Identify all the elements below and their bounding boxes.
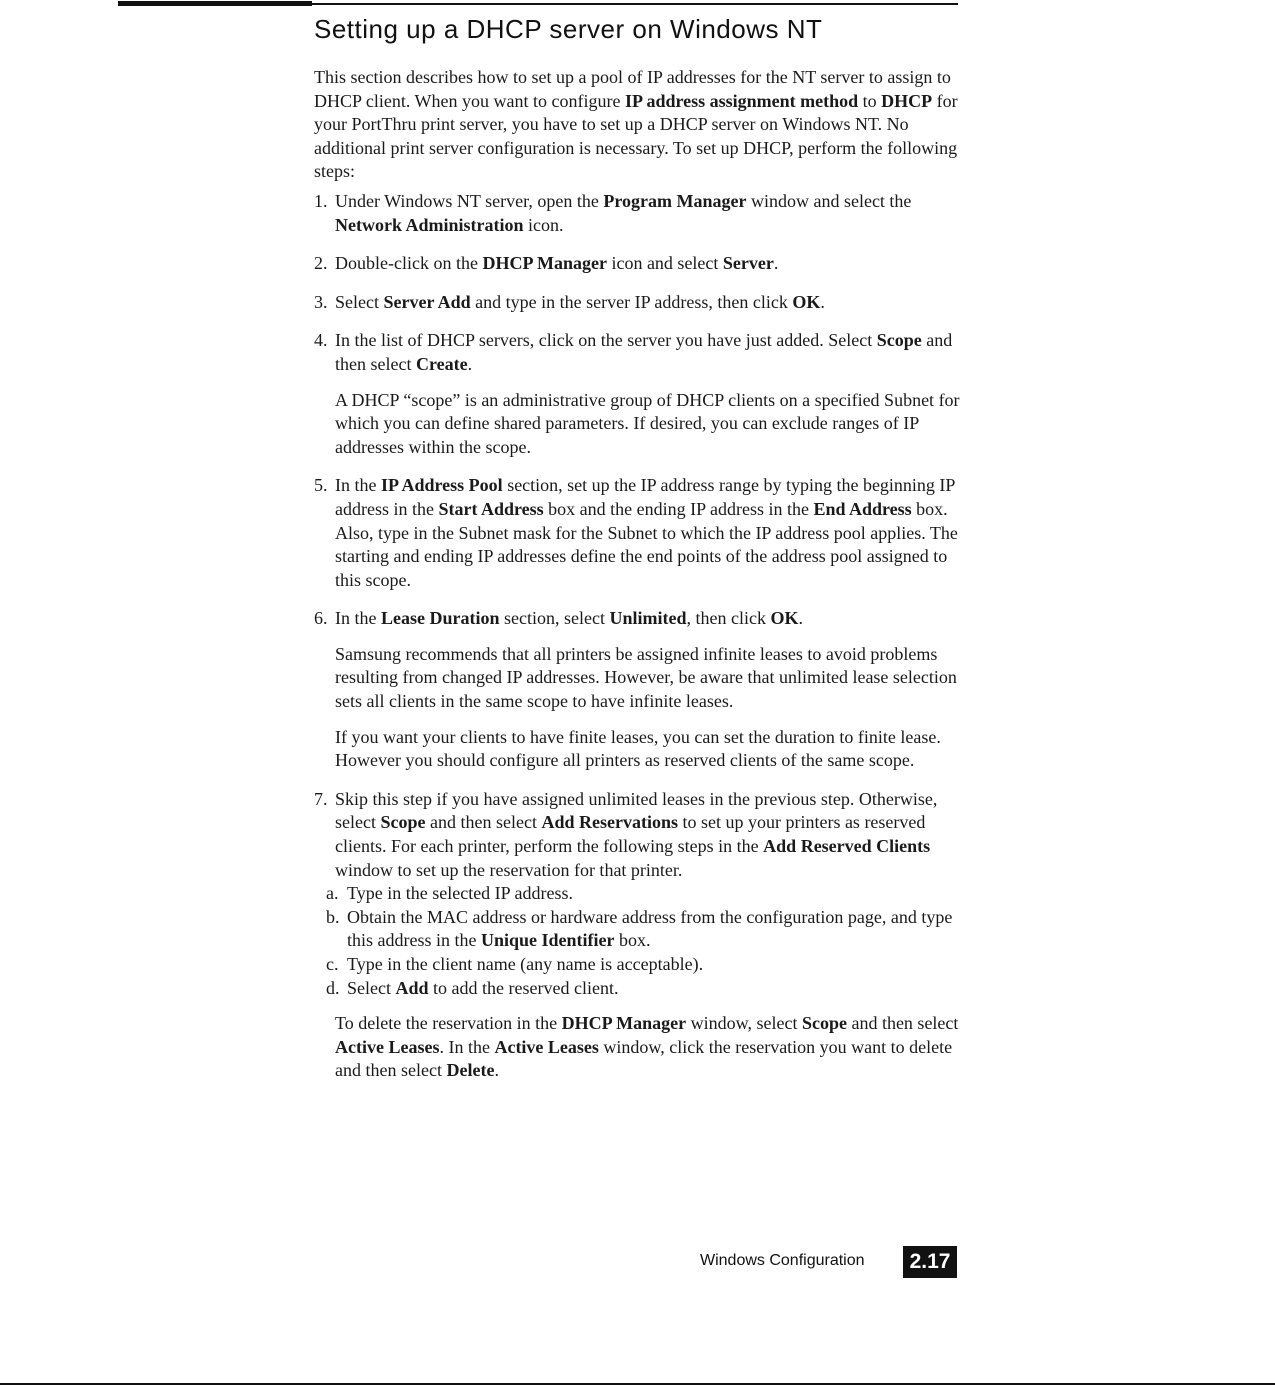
step-closing-note: To delete the reservation in the DHCP Manager window, select Scope and then select Active Leases. In the Active Leases window, click the reservation you want to delete and then select Delete. xyxy=(335,1013,959,1081)
step-text: In the IP Address Pool section, set up the IP address range by typing the beginning IP address in the Start Address box and the ending IP address in the End Address box. Also, type in the Subnet mask for the Subnet to which the IP address pool applies. The starting and ending IP addresses define the end points of the address pool assigned to this scope. xyxy=(335,475,958,590)
bottom-rule xyxy=(0,1383,1275,1385)
intro-paragraph: This section describes how to set up a pool of IP addresses for the NT server to assign to DHCP client. When you want to configure IP address assignment method to DHCP for your PortThru print server, you have to set up a DHCP server on Windows NT. No additional print server configuration is necessary. To set up DHCP, perform the following steps: xyxy=(314,67,958,182)
step-number: 5. xyxy=(314,475,328,496)
step-text: Under Windows NT server, open the Program Manager window and select the Network Administration icon. xyxy=(335,190,912,235)
sub-step-letter: d. xyxy=(326,977,340,998)
step-2 xyxy=(314,252,962,276)
sub-step-d xyxy=(326,977,962,1001)
step-number: 2. xyxy=(314,253,328,274)
step-6 xyxy=(314,607,962,773)
step-text: Select Server Add and type in the server IP address, then click OK. xyxy=(335,291,825,312)
page-number-badge: 2.17 xyxy=(903,1246,957,1278)
sub-step-b xyxy=(326,906,962,953)
sub-step-text: Obtain the MAC address or hardware address from the configuration page, and type this address in the Unique Identifier box. xyxy=(347,906,953,951)
step-note: Samsung recommends that all printers be assigned infinite leases to avoid problems resulting from changed IP addresses. However, be aware that unlimited lease selection sets all clients in the same scope to have infinite leases. xyxy=(335,643,957,712)
step-5 xyxy=(314,474,962,592)
step-number: 3. xyxy=(314,291,328,312)
sub-step-letter: c. xyxy=(326,954,339,974)
page-title: Setting up a DHCP server on Windows NT xyxy=(314,14,823,44)
step-note: If you want your clients to have finite leases, you can set the duration to finite lease. xyxy=(335,726,941,747)
step-4 xyxy=(314,329,962,459)
sub-step-list xyxy=(326,882,962,1000)
step-3 xyxy=(314,291,962,315)
sub-step-text: Type in the selected IP address. xyxy=(347,883,574,904)
step-text: In the Lease Duration section, select Unlimited, then click OK. xyxy=(335,608,803,629)
sub-step-text: Type in the client name (any name is acceptable). xyxy=(347,954,704,974)
step-7 xyxy=(314,788,962,1083)
sub-step-text: Select Add to add the reserved client. xyxy=(347,977,619,998)
document-body xyxy=(314,66,962,1098)
step-text: Skip this step if you have assigned unlimited leases in the previous step. Otherwise, select Scope and then select Add Reservations to set up your printers as reserved clients. For each printer, perform the following steps in the Add Reserved Clients window to set up the reservation for that printer. xyxy=(335,788,938,880)
step-text: In the list of DHCP servers, click on the server you have just added. Select Scope and then select Create. xyxy=(335,330,953,374)
step-number: 1. xyxy=(314,190,328,211)
sub-step-c xyxy=(326,953,962,977)
step-1 xyxy=(314,190,962,237)
step-number: 7. xyxy=(314,788,328,809)
sub-step-letter: b. xyxy=(326,906,340,927)
step-text: Double-click on the DHCP Manager icon and select Server. xyxy=(335,253,779,274)
sub-step-a xyxy=(326,882,962,906)
step-note: However you should configure all printers as reserved clients of the same scope. xyxy=(335,750,915,771)
step-number: 6. xyxy=(314,608,328,629)
footer-section-title: Windows Configuration xyxy=(700,1252,865,1269)
step-note: A DHCP “scope” is an administrative group of DHCP clients on a specified Subnet for which you can define shared parameters. If desired, you can exclude ranges of IP addresses within the scope. xyxy=(335,389,960,457)
header-rule xyxy=(118,3,958,5)
sub-step-letter: a. xyxy=(326,883,339,904)
step-number: 4. xyxy=(314,330,328,351)
